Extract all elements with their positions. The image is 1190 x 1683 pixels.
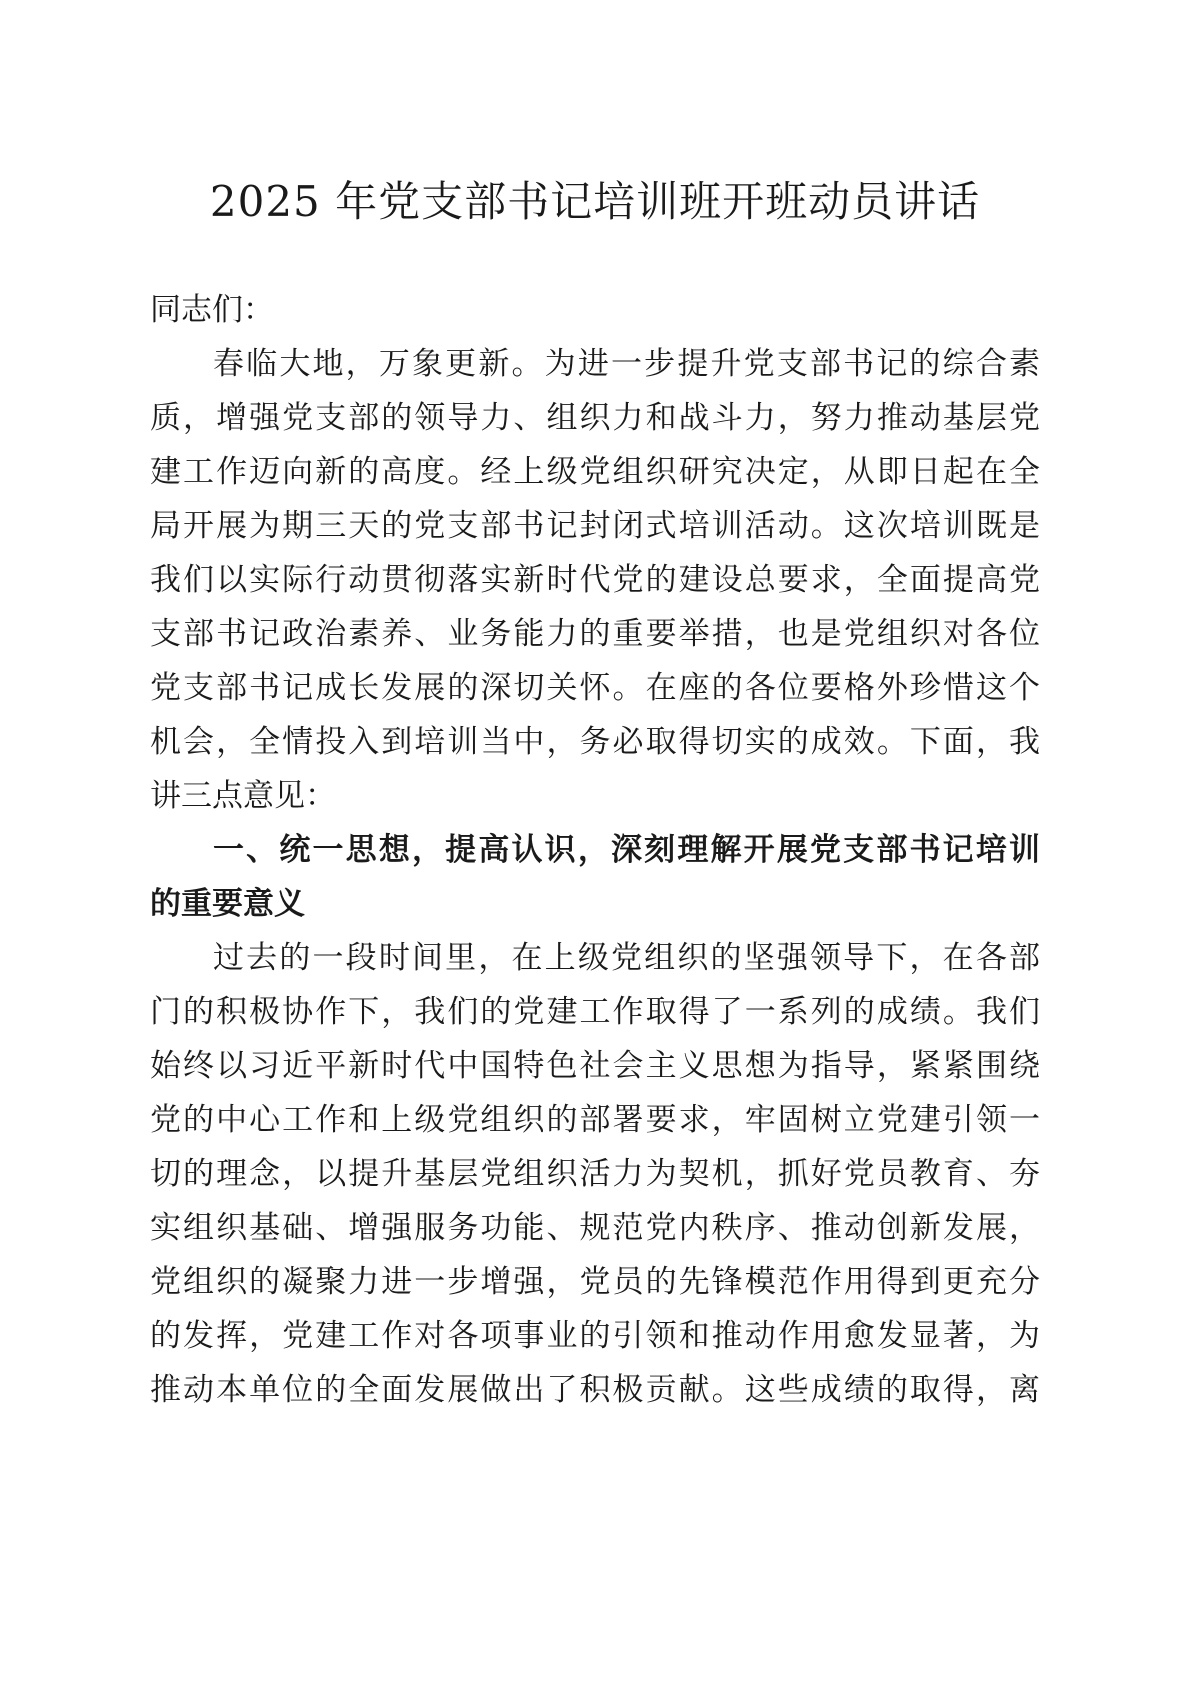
paragraph-line: 党组织的凝聚力进一步增强，党员的先锋模范作用得到更充分 [150,1264,1040,1300]
paragraph-line: 质，增强党支部的领导力、组织力和战斗力，努力推动基层党 [150,400,1040,436]
paragraph-line: 实组织基础、增强服务功能、规范党内秩序、推动创新发展， [150,1210,1040,1246]
paragraph-line: 党支部书记成长发展的深切关怀。在座的各位要格外珍惜这个 [150,670,1040,706]
document-title: 2025 年党支部书记培训班开班动员讲话 [209,177,981,226]
paragraph-line: 我们以实际行动贯彻落实新时代党的建设总要求，全面提高党 [150,562,1040,598]
paragraph-line: 机会，全情投入到培训当中，务必取得切实的成效。下面，我 [150,724,1040,760]
paragraph-line: 始终以习近平新时代中国特色社会主义思想为指导，紧紧围绕 [150,1048,1040,1084]
paragraph-line: 局开展为期三天的党支部书记封闭式培训活动。这次培训既是 [150,508,1040,544]
paragraph-line: 推动本单位的全面发展做出了积极贡献。这些成绩的取得，离 [150,1372,1040,1408]
paragraph-line: 门的积极协作下，我们的党建工作取得了一系列的成绩。我们 [150,994,1040,1030]
paragraph-line: 党的中心工作和上级党组织的部署要求，牢固树立党建引领一 [150,1102,1040,1138]
paragraph-line: 切的理念，以提升基层党组织活力为契机，抓好党员教育、夯 [150,1156,1040,1192]
paragraph-line: 过去的一段时间里，在上级党组织的坚强领导下，在各部 [213,940,1040,976]
paragraph-line: 支部书记政治素养、业务能力的重要举措，也是党组织对各位 [150,616,1040,652]
paragraph-line: 春临大地，万象更新。为进一步提升党支部书记的综合素 [213,346,1040,382]
paragraph-line: 同志们： [150,292,274,328]
paragraph-line: 建工作迈向新的高度。经上级党组织研究决定，从即日起在全 [150,454,1040,490]
section-heading-line: 的重要意义 [150,886,305,922]
paragraph-line: 的发挥，党建工作对各项事业的引领和推动作用愈发显著，为 [150,1318,1040,1354]
paragraph-line: 讲三点意见： [150,778,336,814]
document-body [150,283,1040,1417]
section-heading-line: 一、统一思想，提高认识，深刻理解开展党支部书记培训 [213,832,1040,868]
